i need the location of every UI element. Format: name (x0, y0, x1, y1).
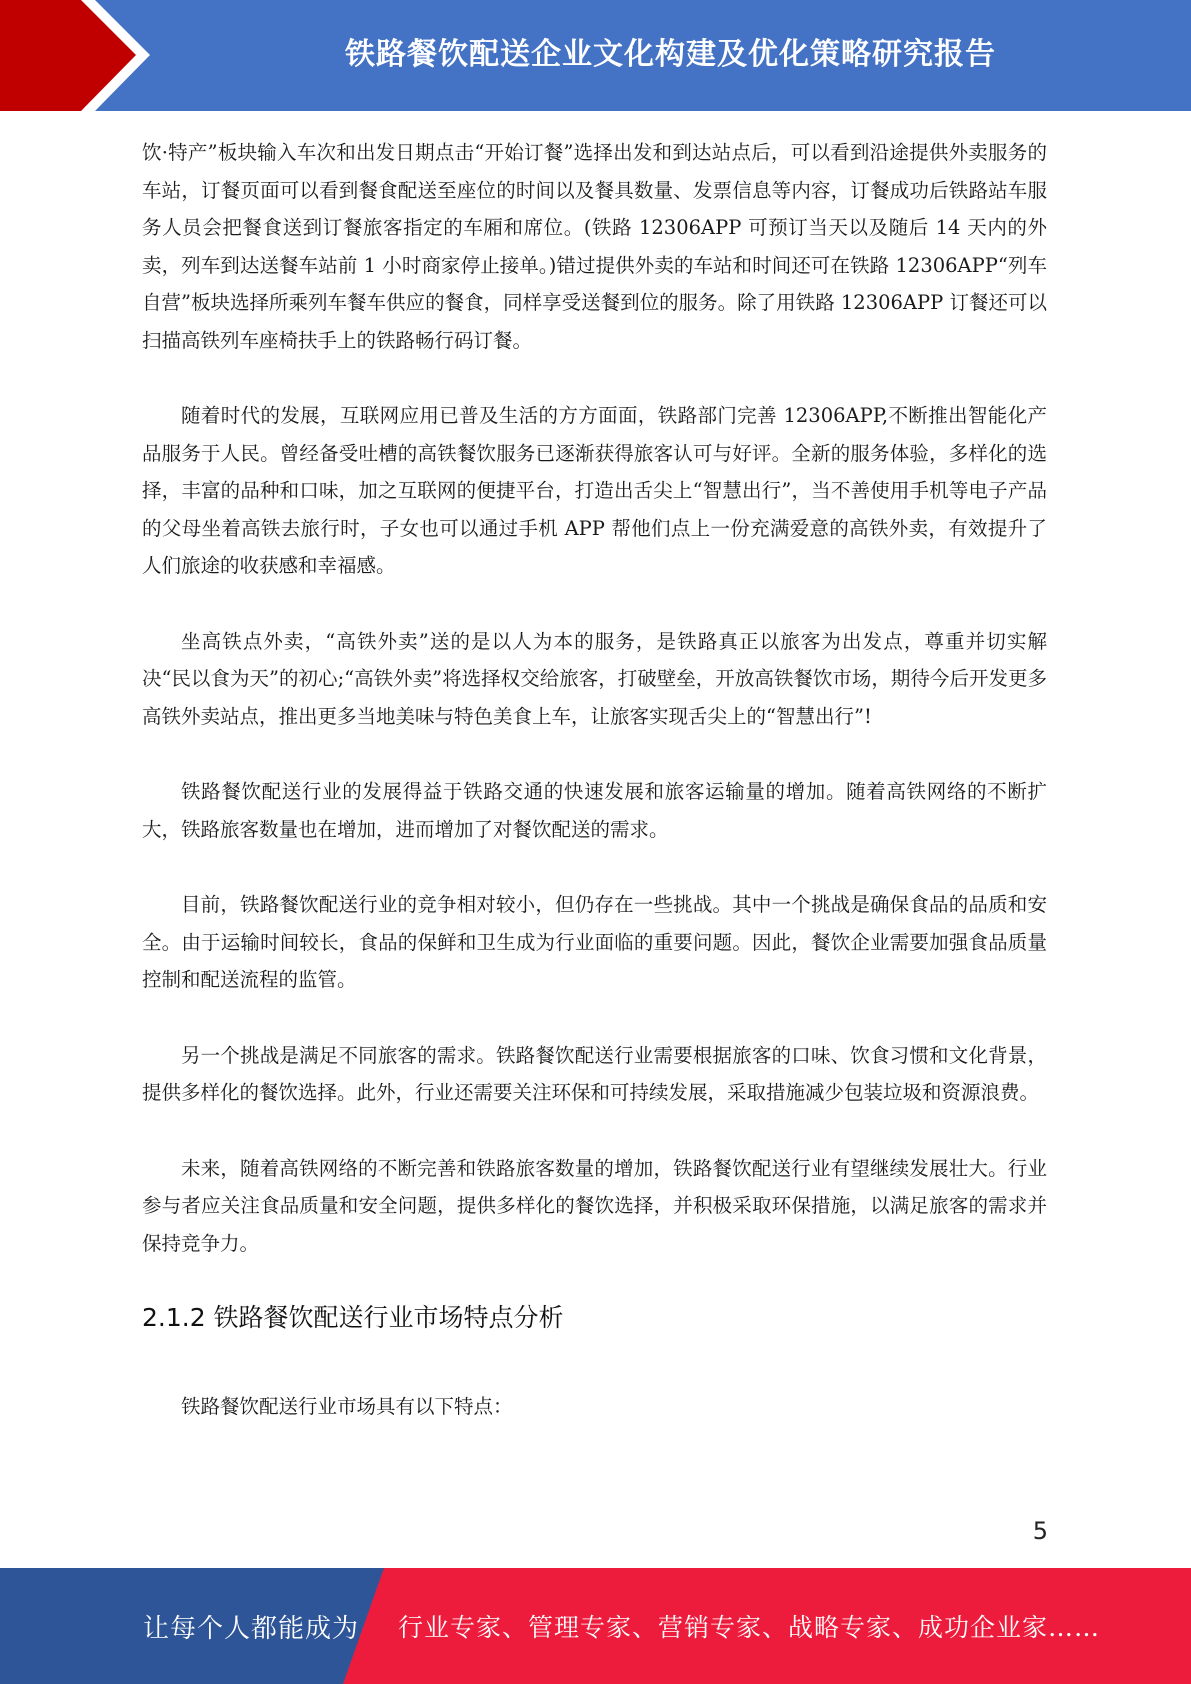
paragraph: 随着时代的发展，互联网应用已普及生活的方方面面，铁路部门完善 12306APP,不断推出智能化产品服务于人民。曾经备受吐槽的高铁餐饮服务已逐渐获得旅客认可与好评。全新的服务体验，多样化的选择，丰富的品种和口味，加之互联网的便捷平台，打造出舌尖上“智慧出行”，当不善使用手机等电子产品的父母坐着高铁去旅行时，子女也可以通过手机 APP 帮他们点上一份充满爱意的高铁外卖，有效提升了人们旅途的收获感和幸福感。 (142, 404, 1047, 577)
paragraph: 坐高铁点外卖，“高铁外卖”送的是以人为本的服务，是铁路真正以旅客为出发点，尊重并切实解决“民以食为天”的初心;“高铁外卖”将选择权交给旅客，打破壁垒，开放高铁餐饮市场，期待今后开发更多高铁外卖站点，推出更多当地美味与特色美食上车，让旅客实现舌尖上的“智慧出行”! (142, 629, 1047, 728)
paragraph: 目前，铁路餐饮配送行业的竞争相对较小，但仍存在一些挑战。其中一个挑战是确保食品的品质和安全。由于运输时间较长，食品的保鲜和卫生成为行业面临的重要问题。因此，餐饮企业需要加强食品质量控制和配送流程的监管。 (142, 893, 1047, 991)
paragraph: 未来，随着高铁网络的不断完善和铁路旅客数量的增加，铁路餐饮配送行业有望继续发展壮大。行业参与者应关注食品质量和安全问题，提供多样化的餐饮选择，并积极采取环保措施，以满足旅客的需求并保持竞争力。 (142, 1156, 1047, 1255)
section-intro: 铁路餐饮配送行业市场具有以下特点： (181, 1395, 513, 1418)
section-heading: 2.1.2 铁路餐饮配送行业市场特点分析 (142, 1303, 564, 1332)
main-content (142, 134, 1047, 1464)
footer-slogan-right: 行业专家、管理专家、营销专家、战略专家、成功企业家…… (398, 1613, 1101, 1642)
header-banner (0, 0, 1191, 111)
header-chevron-red (0, 0, 136, 111)
footer-banner (0, 1568, 1191, 1684)
report-title: 铁路餐饮配送企业文化构建及优化策略研究报告 (345, 36, 996, 72)
paragraph-continued: 饮·特产”板块输入车次和出发日期点击“开始订餐”选择出发和到达站点后，可以看到沿途提供外卖服务的车站，订餐页面可以看到餐食配送至座位的时间以及餐具数量、发票信息等内容，订餐成功后铁路站车服务人员会把餐食送到订餐旅客指定的车厢和席位。(铁路 12306APP 可预订当天以及随后 14 天内的外卖，列车到达送餐车站前 1 小时商家停止接单。)错过提供外卖的车站和时间还可在铁路 12306APP“列车自营”板块选择所乘列车餐车供应的餐食，同样享受送餐到位的服务。除了用铁路 12306APP 订餐还可以扫描高铁列车座椅扶手上的铁路畅行码订餐。 (142, 141, 1047, 352)
page-number: 5 (1032, 1517, 1048, 1545)
footer-slogan-left: 让每个人都能成为 (143, 1613, 360, 1644)
paragraph: 铁路餐饮配送行业的发展得益于铁路交通的快速发展和旅客运输量的增加。随着高铁网络的不断扩大，铁路旅客数量也在增加，进而增加了对餐饮配送的需求。 (142, 780, 1047, 841)
paragraph: 另一个挑战是满足不同旅客的需求。铁路餐饮配送行业需要根据旅客的口味、饮食习惯和文化背景，提供多样化的餐饮选择。此外，行业还需要关注环保和可持续发展，采取措施减少包装垃圾和资源浪费。 (142, 1043, 1047, 1104)
